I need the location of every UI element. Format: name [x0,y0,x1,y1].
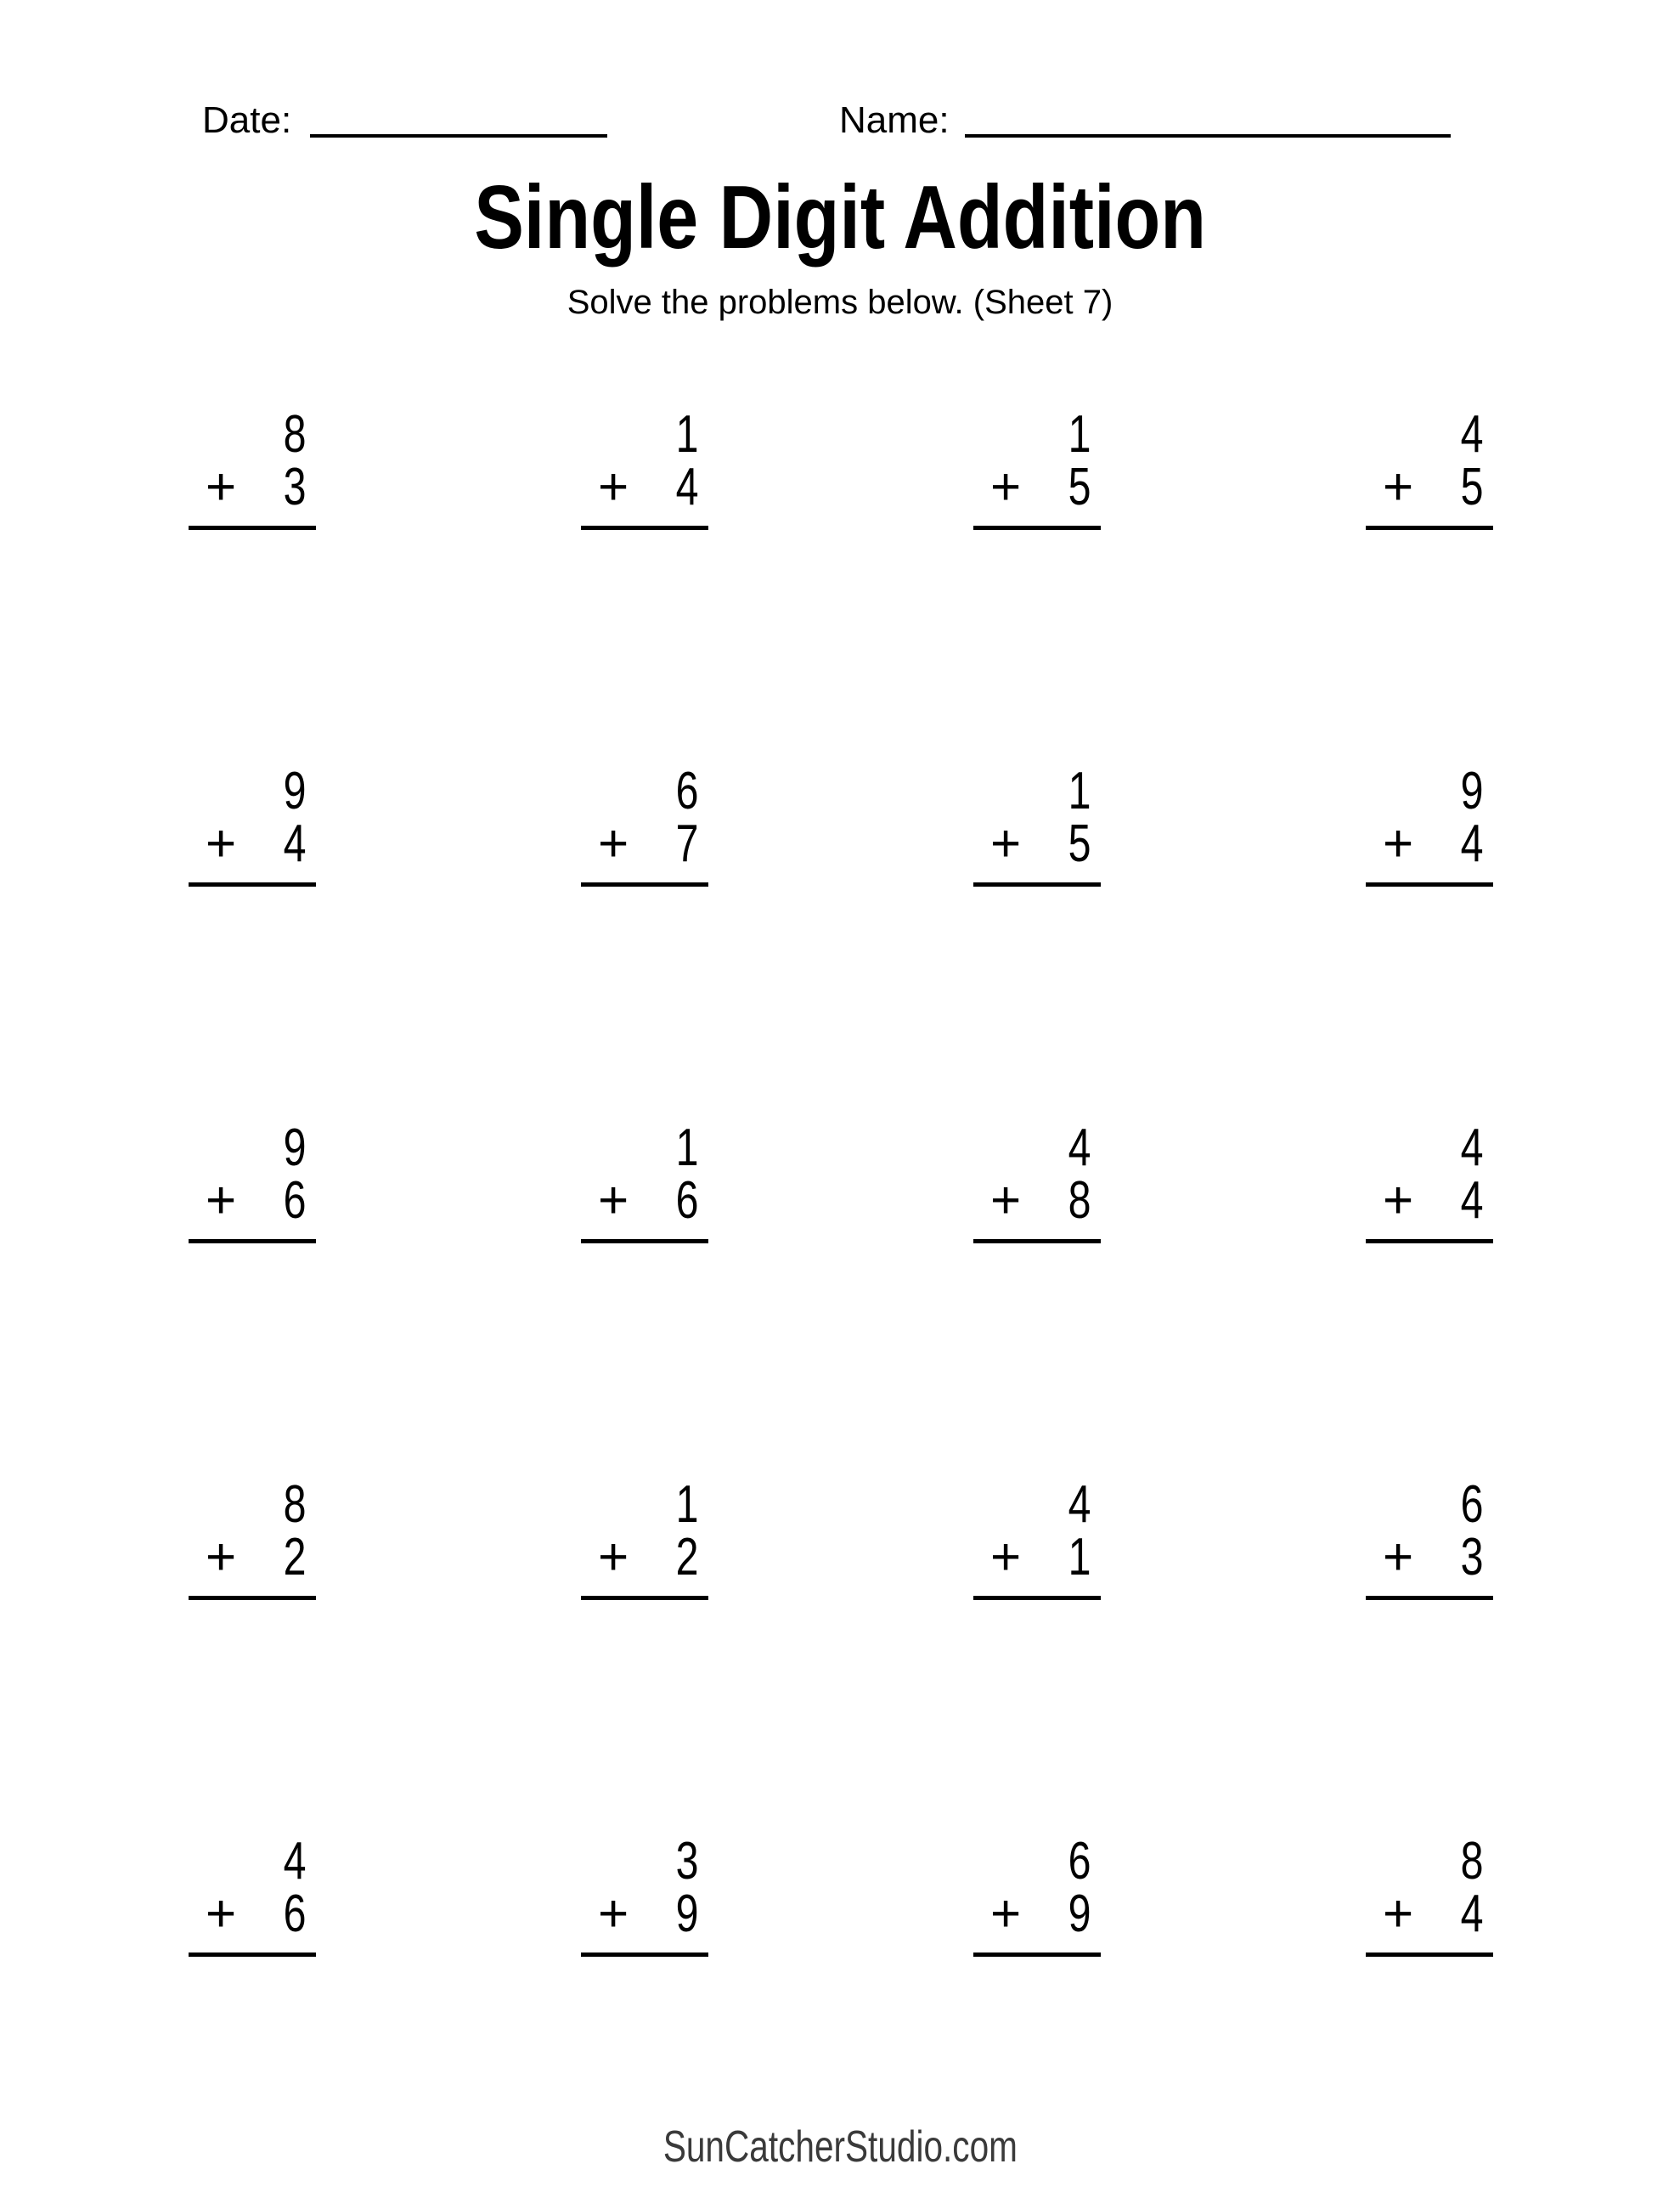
top-addend: 1 [1068,762,1091,820]
top-addend: 1 [1068,405,1091,464]
plus-operator: + [598,1528,629,1586]
top-addend: 4 [1460,405,1483,464]
answer-line [189,1953,316,1957]
bottom-addend: 2 [675,1528,698,1586]
date-blank-line [310,134,607,138]
bottom-addend: 8 [1068,1171,1091,1230]
top-addend: 6 [1460,1475,1483,1534]
problem-cell [841,762,1233,1122]
answer-line [189,1596,316,1600]
bottom-addend: 4 [1460,814,1483,873]
bottom-addend: 3 [1460,1528,1483,1586]
page-title-text: Single Digit Addition [474,167,1206,268]
problem-cell [1233,1119,1626,1479]
answer-line [581,1953,708,1957]
answer-line [1366,1596,1493,1600]
date-label: Date: [202,99,292,141]
addition-problem-18 [581,1832,708,1957]
bottom-addend: 4 [1460,1171,1483,1230]
plus-operator: + [990,1171,1022,1230]
problem-cell [448,1119,841,1479]
answer-line [1366,526,1493,530]
bottom-addend: 7 [675,814,698,873]
answer-line [581,1239,708,1243]
answer-line [1366,882,1493,887]
problem-cell [448,762,841,1122]
addition-problem-6 [581,762,708,887]
bottom-addend: 2 [283,1528,306,1586]
plus-operator: + [598,1171,629,1230]
addition-problem-16 [1366,1475,1493,1600]
addition-problem-10 [581,1119,708,1243]
bottom-addend: 9 [675,1885,698,1943]
top-addend: 1 [675,1475,698,1534]
plus-operator: + [990,1885,1022,1943]
answer-line [973,1239,1101,1243]
answer-line [973,1953,1101,1957]
plus-operator: + [206,814,237,873]
top-addend: 9 [283,1119,306,1177]
plus-operator: + [1383,458,1414,516]
plus-operator: + [206,1171,237,1230]
top-addend: 3 [675,1832,698,1891]
addition-problem-2 [581,405,708,530]
bottom-addend: 4 [283,814,306,873]
bottom-addend: 6 [283,1885,306,1943]
plus-operator: + [206,1885,237,1943]
plus-operator: + [1383,1528,1414,1586]
answer-line [581,882,708,887]
plus-operator: + [1383,814,1414,873]
addition-problem-5 [189,762,316,887]
top-addend: 9 [1460,762,1483,820]
answer-line [189,1239,316,1243]
addition-problem-17 [189,1832,316,1957]
plus-operator: + [598,814,629,873]
problem-cell [448,1475,841,1835]
plus-operator: + [206,1528,237,1586]
plus-operator: + [1383,1171,1414,1230]
page-subtitle: Solve the problems below. (Sheet 7) [567,284,1113,321]
problem-cell [56,762,448,1122]
addition-problem-11 [973,1119,1101,1243]
top-addend: 6 [1068,1832,1091,1891]
plus-operator: + [990,1528,1022,1586]
plus-operator: + [990,814,1022,873]
addition-problem-14 [581,1475,708,1600]
top-addend: 8 [283,405,306,464]
problem-cell [56,405,448,765]
addition-problem-20 [1366,1832,1493,1957]
footer-website-text: SunCatcherStudio.com [662,2122,1018,2172]
top-addend: 4 [1068,1119,1091,1177]
answer-line [973,882,1101,887]
top-addend: 8 [283,1475,306,1534]
plus-operator: + [598,1885,629,1943]
addition-problem-1 [189,405,316,530]
problem-cell [1233,405,1626,765]
top-addend: 1 [675,1119,698,1177]
name-label: Name: [839,99,950,141]
top-addend: 1 [675,405,698,464]
problem-cell [1233,1475,1626,1835]
problem-cell [841,1119,1233,1479]
addition-problem-15 [973,1475,1101,1600]
bottom-addend: 5 [1068,458,1091,516]
problem-cell [56,1475,448,1835]
addition-problem-7 [973,762,1101,887]
addition-problem-12 [1366,1119,1493,1243]
answer-line [973,1596,1101,1600]
problem-cell [841,405,1233,765]
answer-line [1366,1239,1493,1243]
plus-operator: + [1383,1885,1414,1943]
problem-cell [56,1119,448,1479]
plus-operator: + [990,458,1022,516]
problem-cell [1233,762,1626,1122]
answer-line [1366,1953,1493,1957]
addition-problem-13 [189,1475,316,1600]
problem-cell [448,405,841,765]
answer-line [581,526,708,530]
top-addend: 8 [1460,1832,1483,1891]
addition-problem-8 [1366,762,1493,887]
top-addend: 4 [1068,1475,1091,1534]
top-addend: 9 [283,762,306,820]
bottom-addend: 1 [1068,1528,1091,1586]
addition-problem-4 [1366,405,1493,530]
bottom-addend: 3 [283,458,306,516]
bottom-addend: 6 [675,1171,698,1230]
answer-line [581,1596,708,1600]
addition-problem-3 [973,405,1101,530]
addition-problem-19 [973,1832,1101,1957]
bottom-addend: 6 [283,1171,306,1230]
footer-credit [0,2122,1680,2172]
addition-problem-9 [189,1119,316,1243]
answer-line [189,526,316,530]
top-addend: 6 [675,762,698,820]
name-blank-line [965,134,1451,138]
bottom-addend: 9 [1068,1885,1091,1943]
answer-line [973,526,1101,530]
plus-operator: + [206,458,237,516]
bottom-addend: 5 [1068,814,1091,873]
bottom-addend: 4 [1460,1885,1483,1943]
bottom-addend: 5 [1460,458,1483,516]
top-addend: 4 [1460,1119,1483,1177]
plus-operator: + [598,458,629,516]
top-addend: 4 [283,1832,306,1891]
page-title [0,167,1680,268]
bottom-addend: 4 [675,458,698,516]
answer-line [189,882,316,887]
problems-grid [56,405,1626,2192]
problem-cell [841,1475,1233,1835]
